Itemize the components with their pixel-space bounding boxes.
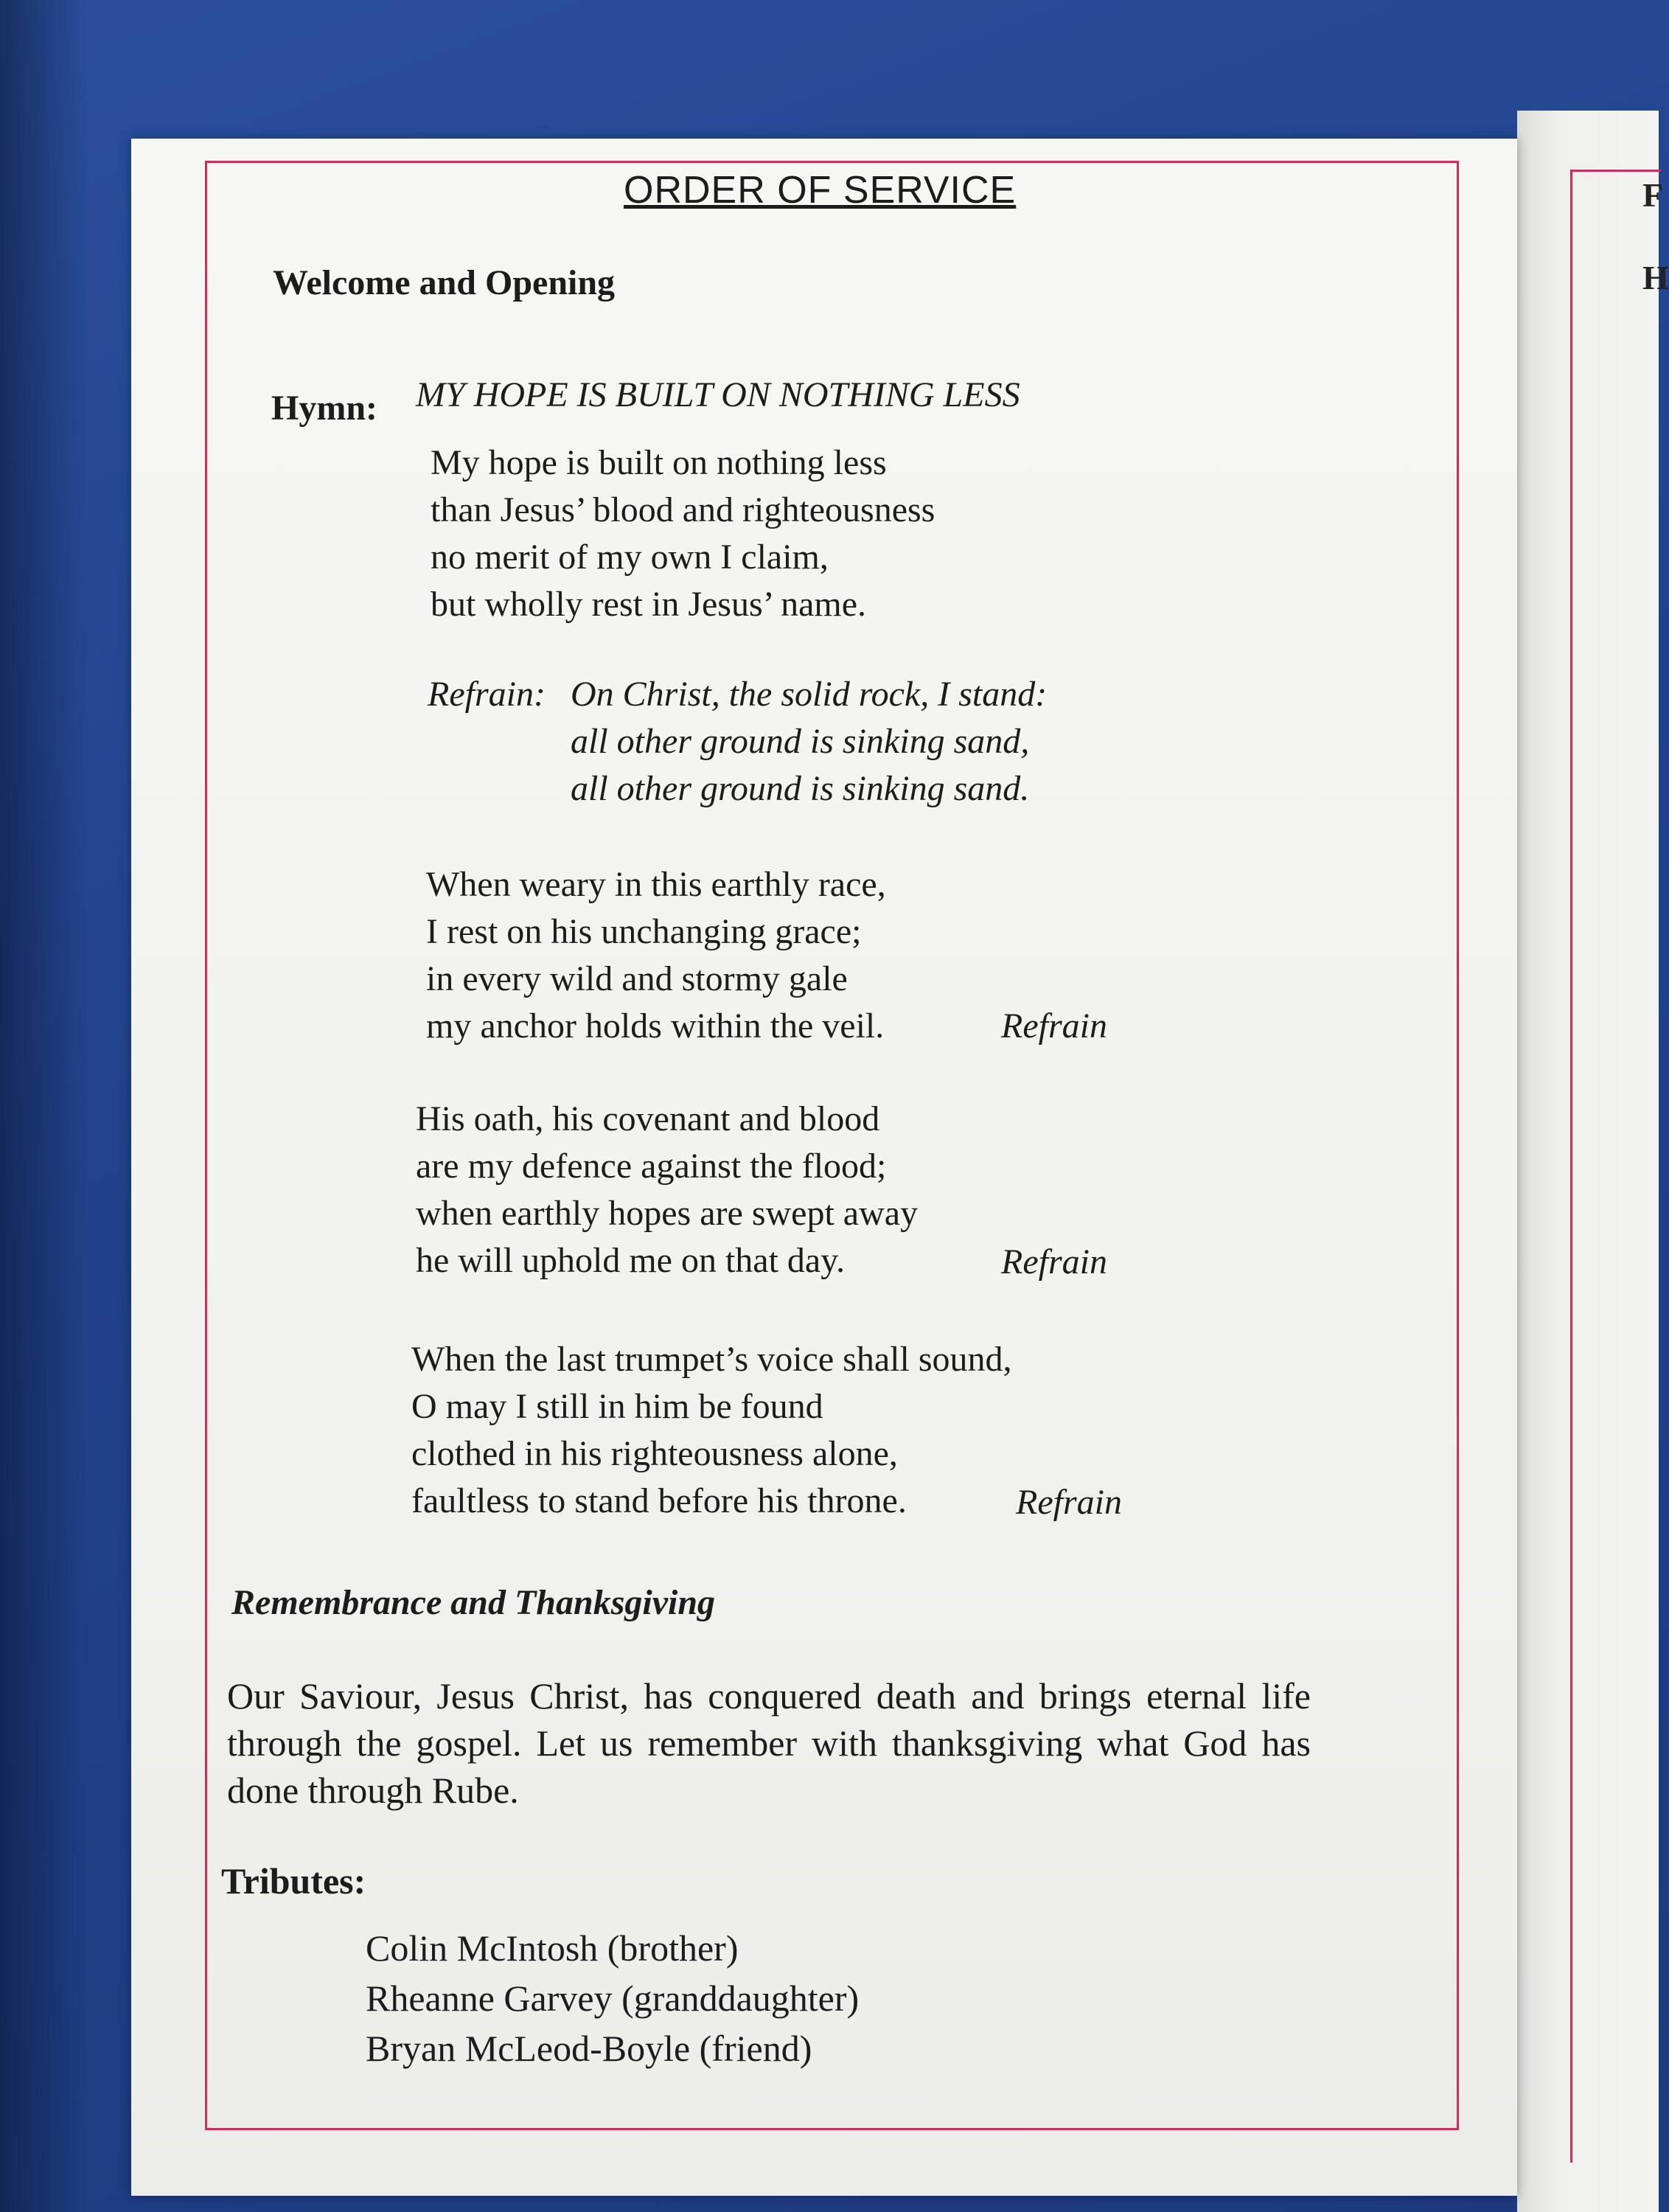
refrain-marker: Refrain (1016, 1483, 1122, 1522)
verse-line: are my defence against the flood; (416, 1147, 887, 1186)
refrain-line: On Christ, the solid rock, I stand: (571, 675, 1048, 714)
verse-line: clothed in his righteousness alone, (411, 1434, 898, 1473)
remembrance-heading: Remembrance and Thanksgiving (231, 1583, 716, 1622)
tribute-item: Bryan McLeod-Boyle (friend) (366, 2028, 812, 2069)
verse-4 (411, 1336, 1012, 1525)
hymn-title: MY HOPE IS BUILT ON NOTHING LESS (416, 375, 1020, 414)
tributes-label: Tributes: (221, 1860, 366, 1902)
page-title: ORDER OF SERVICE (624, 169, 1017, 212)
verse-line: I rest on his unchanging grace; (426, 912, 862, 951)
refrain-label: Refrain: (428, 675, 546, 714)
refrain (571, 671, 1047, 813)
verse-line: than Jesus’ blood and righteousness (431, 490, 935, 529)
verse-line: when earthly hopes are swept away (416, 1194, 919, 1233)
hymn-label: Hymn: (271, 389, 377, 428)
verse-line: His oath, his covenant and blood (416, 1099, 880, 1138)
verse-line: O may I still in him be found (411, 1387, 823, 1426)
order-of-service-page (131, 139, 1517, 2196)
verse-line: My hope is built on nothing less (431, 443, 887, 482)
facing-page-fragment-2: H (1642, 259, 1669, 296)
verse-line: When the last trumpet’s voice shall sound, (411, 1340, 1012, 1379)
verse-3 (416, 1096, 918, 1284)
verse-line: he will uphold me on that day. (416, 1241, 846, 1280)
page-content (131, 139, 1517, 2196)
refrain-marker: Refrain (1001, 1006, 1107, 1046)
welcome-heading: Welcome and Opening (273, 263, 616, 302)
remembrance-text: Our Saviour, Jesus Christ, has conquered death and brings eternal life through the gospel. Let us remember with thanksgiving what God has done through Rube. (227, 1675, 1311, 1811)
verse-line: When weary in this earthly race, (426, 865, 886, 904)
verse-line: no merit of my own I claim, (431, 538, 829, 577)
verse-line: but wholly rest in Jesus’ name. (431, 585, 867, 624)
verse-line: faultless to stand before his throne. (411, 1481, 907, 1520)
tribute-item: Colin McIntosh (brother) (366, 1927, 739, 1969)
refrain-line: all other ground is sinking sand. (571, 769, 1030, 808)
refrain-line: all other ground is sinking sand, (571, 722, 1030, 761)
facing-page-fragment-1: F (1642, 176, 1664, 214)
refrain-marker: Refrain (1001, 1242, 1107, 1281)
facing-page-border (1570, 170, 1664, 2163)
verse-line: my anchor holds within the veil. (426, 1006, 885, 1046)
verse-line: in every wild and stormy gale (426, 959, 848, 998)
cover-shadow (0, 0, 88, 2212)
verse-2 (426, 861, 886, 1050)
verse-1 (431, 439, 935, 628)
tribute-item: Rheanne Garvey (granddaughter) (366, 1978, 860, 2019)
tributes-list (366, 1923, 859, 2073)
